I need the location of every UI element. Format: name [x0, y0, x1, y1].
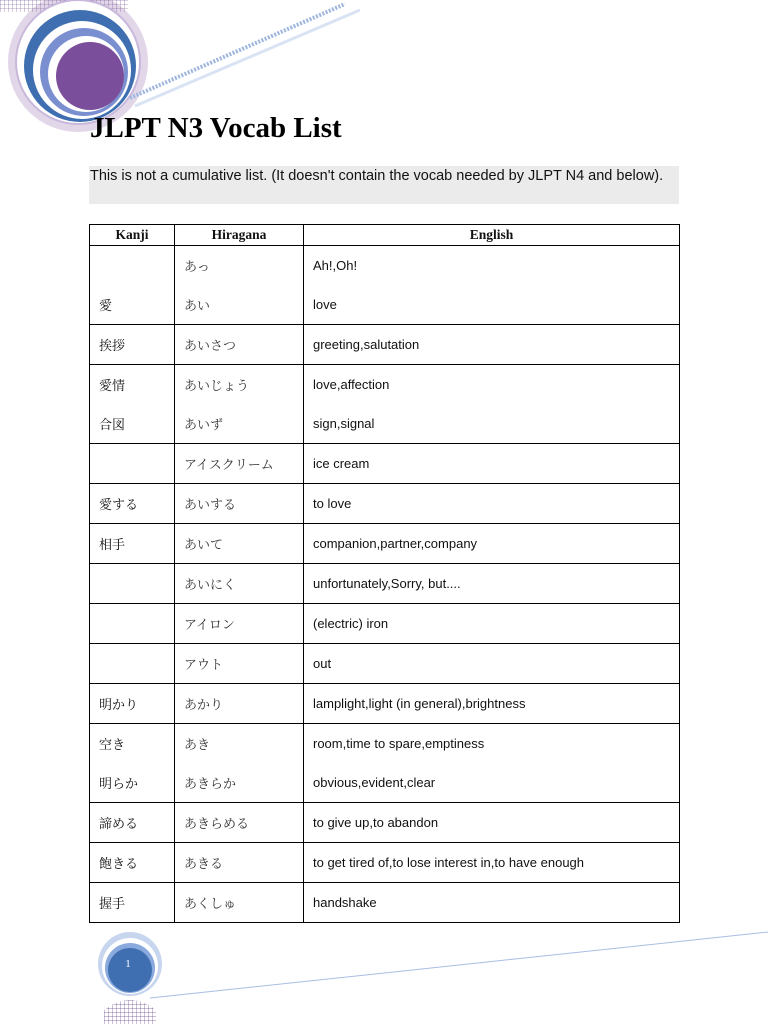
kanji-cell: 挨拶 — [90, 325, 175, 365]
english-cell: (electric) iron — [304, 604, 680, 644]
kanji-cell: 明らか — [90, 763, 175, 803]
kana-cell: あいず — [175, 404, 304, 444]
kana-cell: あいじょう — [175, 365, 304, 405]
kanji-cell: 相手 — [90, 524, 175, 564]
footer-decoration — [0, 920, 768, 1024]
kana-cell: あいにく — [175, 564, 304, 604]
table-header-row — [90, 225, 680, 246]
english-cell: out — [304, 644, 680, 684]
vocab-table — [89, 224, 680, 923]
table-row — [90, 803, 680, 843]
table-row — [90, 843, 680, 883]
table-row — [90, 564, 680, 604]
kana-cell: あきる — [175, 843, 304, 883]
table-row — [90, 444, 680, 484]
english-cell: companion,partner,company — [304, 524, 680, 564]
kanji-cell: 愛情 — [90, 365, 175, 405]
table-row — [90, 246, 680, 286]
english-cell: to love — [304, 484, 680, 524]
document-title: JLPT N3 Vocab List — [90, 112, 342, 144]
kanji-cell: 諦める — [90, 803, 175, 843]
header-english: English — [304, 225, 680, 246]
kana-cell: あきらか — [175, 763, 304, 803]
page-number: 1 — [125, 958, 131, 970]
english-cell: love — [304, 285, 680, 325]
kanji-cell — [90, 564, 175, 604]
kana-cell: アイロン — [175, 604, 304, 644]
kana-cell: あっ — [175, 246, 304, 286]
kanji-cell: 愛 — [90, 285, 175, 325]
table-row — [90, 404, 680, 444]
header-hiragana: Hiragana — [175, 225, 304, 246]
english-cell: love,affection — [304, 365, 680, 405]
table-row — [90, 883, 680, 923]
kana-cell: アウト — [175, 644, 304, 684]
english-cell: room,time to spare,emptiness — [304, 724, 680, 764]
english-cell: Ah!,Oh! — [304, 246, 680, 286]
table-row — [90, 763, 680, 803]
kanji-cell — [90, 604, 175, 644]
kanji-cell: 明かり — [90, 684, 175, 724]
kana-cell: あいて — [175, 524, 304, 564]
kana-cell: あかり — [175, 684, 304, 724]
table-row — [90, 684, 680, 724]
kanji-cell — [90, 246, 175, 286]
table-row — [90, 365, 680, 405]
kana-cell: あきらめる — [175, 803, 304, 843]
kana-cell: あくしゅ — [175, 883, 304, 923]
table-row — [90, 644, 680, 684]
english-cell: ice cream — [304, 444, 680, 484]
kanji-cell: 空き — [90, 724, 175, 764]
table-row — [90, 285, 680, 325]
intro-note: This is not a cumulative list. (It doesn't contain the vocab needed by JLPT N4 and below). — [89, 166, 679, 204]
header-kanji: Kanji — [90, 225, 175, 246]
english-cell: handshake — [304, 883, 680, 923]
table-row — [90, 724, 680, 764]
kanji-cell: 飽きる — [90, 843, 175, 883]
english-cell: to get tired of,to lose interest in,to have enough — [304, 843, 680, 883]
kanji-cell — [90, 444, 175, 484]
kana-cell: あき — [175, 724, 304, 764]
english-cell: to give up,to abandon — [304, 803, 680, 843]
kanji-cell — [90, 644, 175, 684]
kanji-cell: 愛する — [90, 484, 175, 524]
english-cell: unfortunately,Sorry, but.... — [304, 564, 680, 604]
kana-cell: あいさつ — [175, 325, 304, 365]
kana-cell: あい — [175, 285, 304, 325]
english-cell: obvious,evident,clear — [304, 763, 680, 803]
table-row — [90, 325, 680, 365]
table-row — [90, 524, 680, 564]
table-row — [90, 604, 680, 644]
kanji-cell: 握手 — [90, 883, 175, 923]
kana-cell: アイスクリーム — [175, 444, 304, 484]
english-cell: sign,signal — [304, 404, 680, 444]
kanji-cell: 合図 — [90, 404, 175, 444]
table-row — [90, 484, 680, 524]
english-cell: lamplight,light (in general),brightness — [304, 684, 680, 724]
kana-cell: あいする — [175, 484, 304, 524]
english-cell: greeting,salutation — [304, 325, 680, 365]
